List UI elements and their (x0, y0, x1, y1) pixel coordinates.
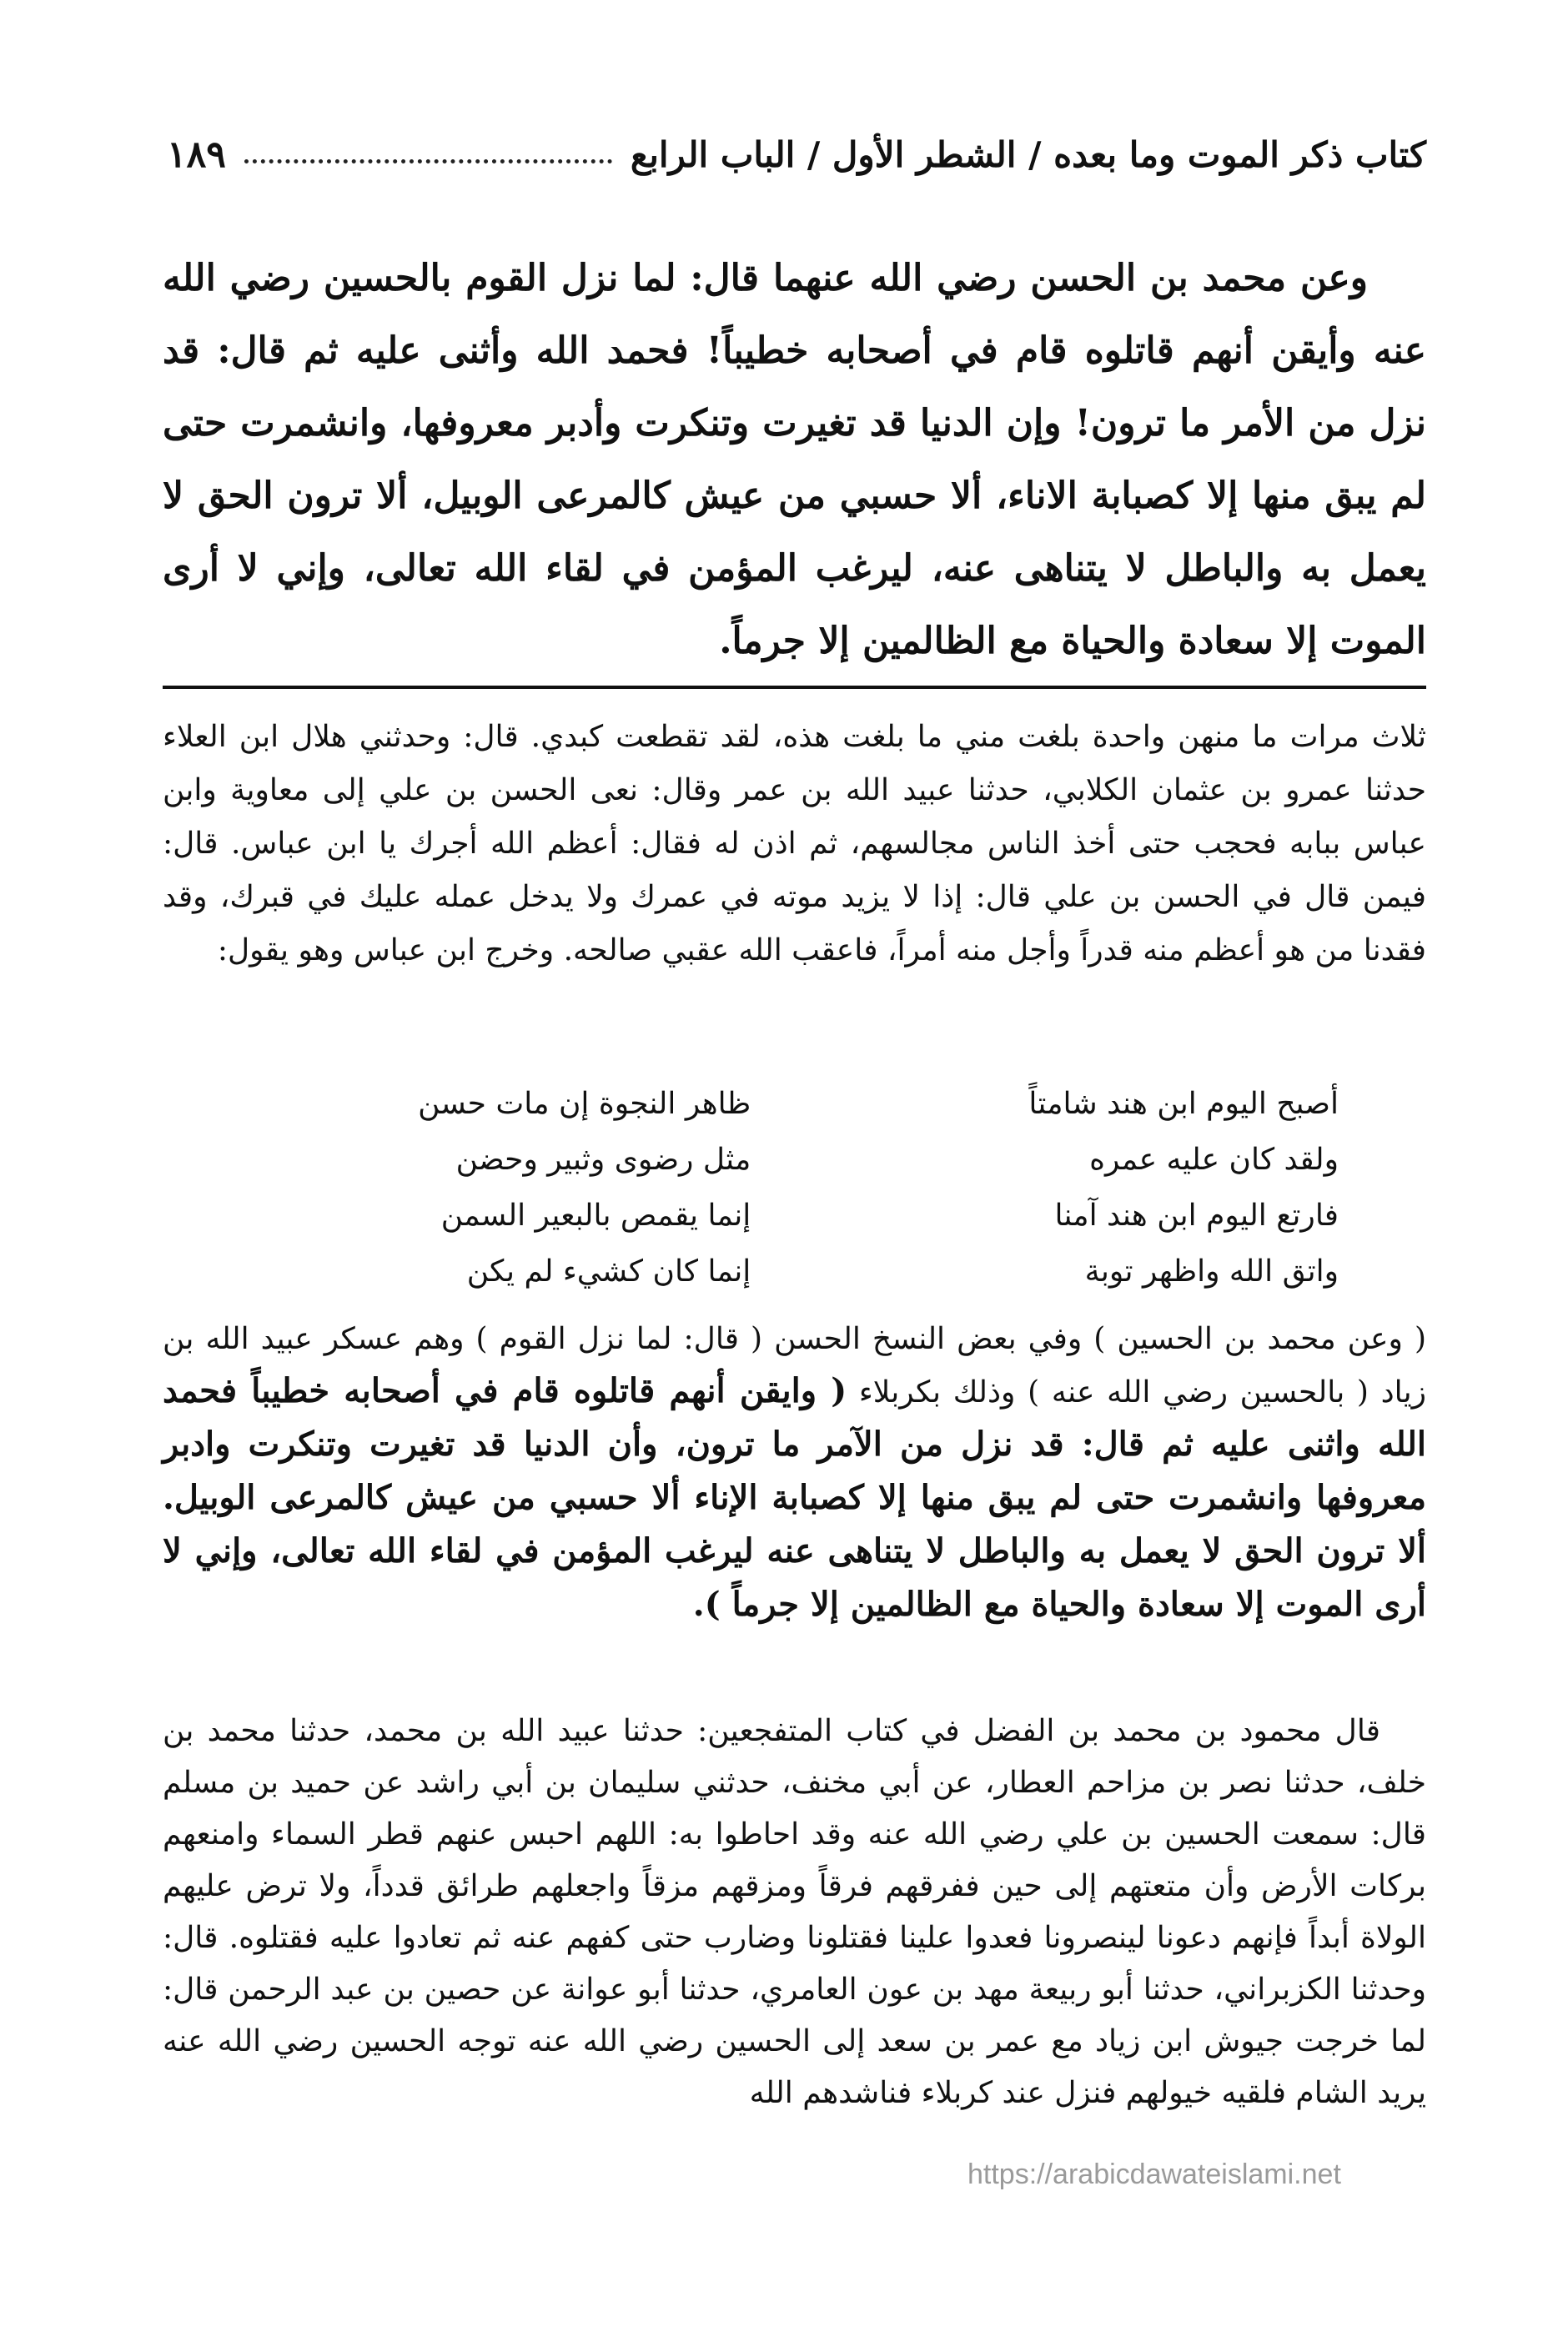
page-number: ١٨٩ (167, 133, 226, 176)
poem-second-hemistich: إنما كان كشيء لم يكن (466, 1254, 751, 1289)
commentary-block-3 (163, 1706, 1426, 2119)
commentary-paragraph-2 (163, 1314, 1426, 1632)
watermark-url: https://arabicdawateislami.net (967, 2159, 1341, 2190)
poem-second-hemistich: إنما يقمص بالبعير السمن (440, 1199, 751, 1233)
main-paragraph: وعن محمد بن الحسن رضي الله عنهما قال: لما نزل القوم بالحسين رضي الله عنه وأيقن أنهم قاتلوه قام في أصحابه خطيباً! فحمد الله وأثنى عليه ثم قال: قد نزل من الأمر ما ترون! وإن الدنيا قد تغيرت وتنكرت وأدبر معروفها، وانشمرت حتى لم يبق منها إلا كصبابة الاناء، ألا حسبي من عيش كالمرعى الوبيل، ألا ترون الحق لا يعمل به والباطل لا يتناهى عنه، ليرغب المؤمن في لقاء الله تعالى، وإني لا أرى الموت إلا سعادة والحياة مع الظالمين إلا جرماً. (163, 257, 1426, 662)
commentary-paragraph-1: ثلاث مرات ما منهن واحدة بلغت مني ما بلغت هذه، لقد تقطعت كبدي. قال: وحدثني هلال ابن العلاء حدثنا عمرو بن عثمان الكلابي، حدثنا عبيد الله بن عمر وقال: نعى الحسن بن علي إلى معاوية وابن عباس ببابه فحجب حتى أخذ الناس مجالسهم، ثم اذن له فقال: أعظم الله أجرك يا ابن عباس. قال: فيمن قال في الحسن بن علي قال: إذا لا يزيد موته في عمرك ولا يدخل عمله عليك في قبرك، وقد فقدنا من هو أعظم منه قدراً وأجل منه أمراً، فاعقب الله عقبي صالحه. وخرج ابن عباس وهو يقول: (163, 720, 1426, 967)
poem-first-hemistich: ولقد كان عليه عمره (1089, 1143, 1339, 1177)
commentary-2-intro: ( وعن محمد بن الحسين ) وفي بعض النسخ الحسن ( قال: لما نزل القوم ) وهم عسكر عبيد الله بن زياد ( بالحسين رضي الله عنه ) وذلك بكربلاء (163, 1322, 1427, 1410)
poem-line (250, 1188, 1339, 1244)
poem-line (250, 1076, 1339, 1132)
header-dot-leader (244, 159, 612, 163)
poem-second-hemistich: ظاهر النجوة إن مات حسن (418, 1087, 751, 1121)
commentary-2-quote: ( وايقن أنهم قاتلوه قام في أصحابه خطيباً فحمد الله واثنى عليه ثم قال: قد نزل من الآمر ما ترون، وأن الدنيا قد تغيرت وتنكرت وادبر معروفها وانشمرت حتى لم يبق منها إلا كصبابة الإناء ألا حسبي من عيش كالمرعى الوبيل. ألا ترون الحق لا يعمل به والباطل لا يتناهى عنه ليرغب المؤمن في لقاء الله تعالى، وإني لا أرى الموت إلا سعادة والحياة مع الظالمين إلا جرماً ). (163, 1371, 1426, 1624)
poem-line (250, 1132, 1339, 1188)
commentary-paragraph-3: قال محمود بن محمد بن الفضل في كتاب المتفجعين: حدثنا عبيد الله بن محمد، حدثنا محمد بن خلف، حدثنا نصر بن مزاحم العطار، عن أبي مخنف، حدثني سليمان بن أبي راشد عن حميد بن مسلم قال: سمعت الحسين بن علي رضي الله عنه وقد احاطوا به: اللهم احبس عنهم قطر السماء وامنعهم بركات الأرض وأن متعتهم إلى حين ففرقهم فرقاً ومزقهم مزقاً واجعلهم طرائق قدداً، ولا ترض عليهم الولاة أبداً فإنهم دعونا لينصرونا فعدوا علينا فقتلونا وضارب حتى كفهم عنه ثم تعادوا عليه فقتلوه. قال: وحدثنا الكزبراني، حدثنا أبو ربيعة مهد بن عون العامري، حدثنا أبو عوانة عن حصين بن عبد الرحمن قال: لما خرجت جيوش ابن زياد مع عمر بن سعد إلى الحسين رضي الله عنه توجه الحسين رضي الله عنه يريد الشام فلقيه خيولهم فنزل عند كربلاء فناشدهم الله (163, 1714, 1426, 2110)
footnote-divider (163, 686, 1426, 689)
running-header-title: كتاب ذكر الموت وما بعده / الشطر الأول / الباب الرابع (630, 133, 1426, 175)
poem-first-hemistich: فارتع اليوم ابن هند آمنا (1054, 1199, 1339, 1233)
running-header (167, 125, 1426, 183)
main-text-block (163, 242, 1426, 677)
poem-first-hemistich: واتق الله واظهر توبة (1084, 1254, 1339, 1289)
poem-first-hemistich: أصبح اليوم ابن هند شامتاً (1028, 1087, 1339, 1121)
poem-line (250, 1244, 1339, 1299)
commentary-block-2 (163, 1314, 1426, 1632)
poem (250, 1076, 1339, 1299)
poem-second-hemistich: مثل رضوى وثبير وحضن (455, 1143, 751, 1177)
commentary-block-1 (163, 711, 1426, 978)
